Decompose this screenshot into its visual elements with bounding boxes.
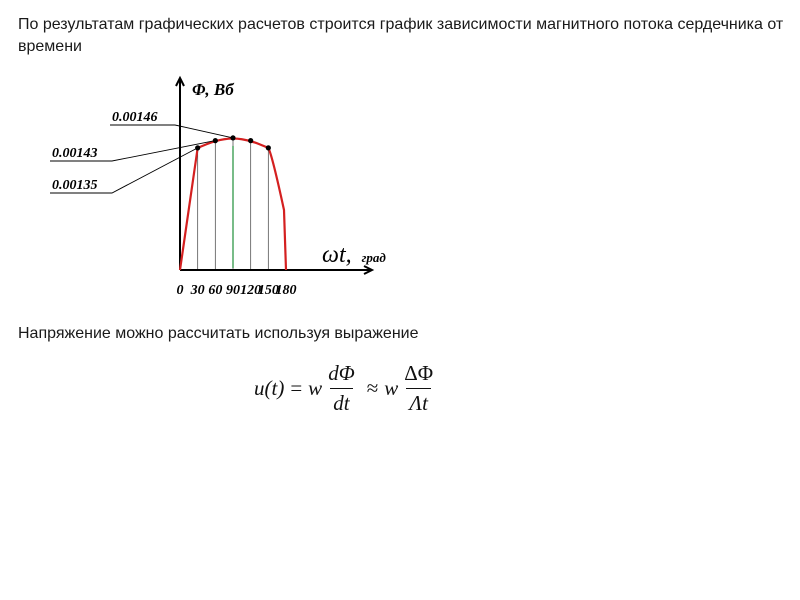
fraction-derivative (325, 361, 358, 416)
x-tick-label: 180 (275, 283, 297, 298)
formula-w2: w (384, 375, 399, 400)
data-point (248, 138, 253, 143)
fraction1-denominator: dt (330, 388, 352, 416)
fraction2-numerator: ΔΦ (404, 360, 434, 385)
x-axis-label (322, 242, 386, 268)
x-tick-label: 150 (257, 283, 279, 298)
x-tick-label: 120 (240, 283, 262, 298)
x-tick-label: 0 (176, 283, 184, 298)
x-tick-label: 30 (190, 283, 205, 298)
second-text: Напряжение можно рассчитать используя выражение (18, 325, 419, 342)
fraction2-denominator: Λt (406, 388, 431, 416)
x-axis-unit: град (361, 250, 386, 265)
annotation-leaders (50, 110, 233, 193)
x-tick-label: 60 (208, 283, 223, 298)
formula-equals: = (290, 375, 303, 400)
intro-text: По результатам графических расчетов строится график зависимости магнитного потока сердечника от времени (18, 16, 784, 55)
annotation-label: 0.00146 (112, 110, 158, 125)
x-tick-labels (177, 283, 297, 298)
fraction1-numerator: dΦ (328, 360, 355, 385)
x-axis-label-main: ωt, (322, 242, 352, 268)
annotation-label: 0.00143 (52, 146, 98, 161)
annotation-label: 0.00135 (52, 178, 98, 193)
y-axis-label: Φ, Вб (192, 80, 234, 99)
annotation-leader (110, 125, 233, 138)
data-point (266, 145, 271, 150)
fraction-difference (401, 361, 436, 416)
x-tick-label: 90 (226, 283, 240, 298)
formula-lhs: u(t) (254, 375, 285, 400)
y-axis (176, 78, 184, 270)
formula-approx: ≈ (366, 375, 379, 400)
formula-w1: w (308, 375, 323, 400)
voltage-formula (254, 353, 439, 423)
